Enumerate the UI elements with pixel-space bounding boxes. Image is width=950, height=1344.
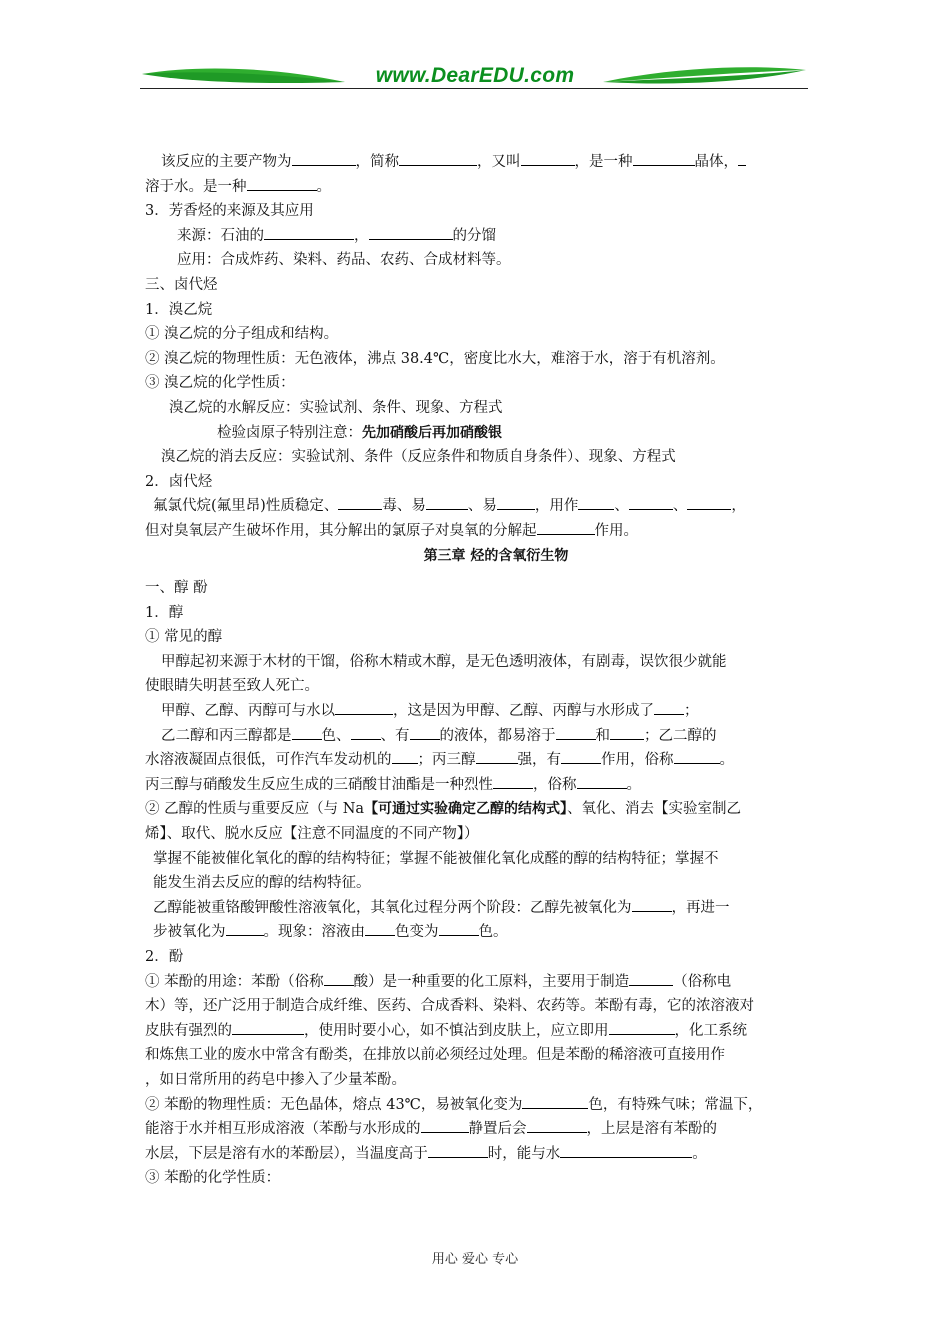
text-line: 水溶液凝固点很低，可作汽车发动机的 ；丙三醇 强，有 作用，俗称 。 (145, 748, 807, 773)
text-line: 该反应的主要产物为 ，简称 ，又叫 ，是一种 晶体， (145, 150, 807, 175)
text-line: 丙三醇与硝酸发生反应生成的三硝酸甘油酯是一种烈性 ，俗称 。 (145, 773, 807, 798)
text-line: 甲醇起初来源于木材的干馏，俗称木精或木醇，是无色透明液体，有剧毒，误饮很少就能 (161, 653, 727, 670)
section-heading: 2．卤代烃 (145, 473, 213, 490)
text-line: 使眼睛失明甚至致人死亡。 (145, 678, 319, 695)
text-line: 乙二醇和丙三醇都是 色、 、有 的液体，都易溶于 和 ；乙二醇的 (145, 724, 807, 749)
text-line: 步被氧化为 。现象：溶液由 色变为 色。 (145, 920, 807, 945)
text-line: 但对臭氧层产生破坏作用，其分解出的氯原子对臭氧的分解起 作用。 (145, 519, 807, 544)
section-heading: 一、醇 酚 (145, 580, 208, 597)
text-line: 乙醇能被重铬酸钾酸性溶液氧化，其氧化过程分两个阶段：乙醇先被氧化为 ，再进一 (145, 896, 807, 921)
text-line: ③ 溴乙烷的化学性质： (145, 375, 295, 392)
text-line: 甲醇、乙醇、丙醇可与水以 ，这是因为甲醇、乙醇、丙醇与水形成了 ； (145, 699, 807, 724)
text-line: 来源：石油的 ， 的分馏 (145, 224, 807, 249)
section-heading: 1．醇 (145, 604, 184, 621)
text-line: 烯】、取代、脱水反应【注意不同温度的不同产物】） (145, 826, 479, 843)
text-line: ，如日常所用的药皂中掺入了少量苯酚。 (145, 1071, 406, 1088)
text-line: 水层，下层是溶有水的苯酚层），当温度高于 时，能与水 。 (145, 1142, 807, 1167)
section-heading: 3．芳香烃的来源及其应用 (145, 203, 314, 220)
text-line: 皮肤有强烈的 ，使用时要小心，如不慎沾到皮肤上，应立即用 ，化工系统 (145, 1019, 807, 1044)
site-header (140, 60, 808, 94)
text-line: ③ 苯酚的化学性质： (145, 1170, 281, 1187)
emphasis-text: 先加硝酸后再加硝酸银 (362, 424, 502, 441)
text-line: 木）等，还广泛用于制造合成纤维、医药、合成香料、染料、农药等。苯酚有毒，它的浓溶液对 (145, 998, 754, 1015)
text-line: 和炼焦工业的废水中常含有酚类，在排放以前必须经过处理。但是苯酚的稀溶液可直接用作 (145, 1047, 725, 1064)
text-line: 溴乙烷的水解反应：实验试剂、条件、现象、方程式 (169, 399, 503, 416)
emphasis-text: 【可通过实验确定乙醇的结构式】 (364, 801, 568, 818)
text-line: ② 苯酚的物理性质：无色晶体，熔点 43℃，易被氧化变为 色，有特殊气味；常温下， (145, 1093, 807, 1118)
page-footer: 用心 爱心 专心 (431, 1252, 519, 1267)
text-line: ① 常见的醇 (145, 629, 223, 646)
text-line: 掌握不能被催化氧化的醇的结构特征；掌握不能被催化氧化成醛的醇的结构特征；掌握不 (153, 850, 719, 867)
section-heading: 1．溴乙烷 (145, 301, 213, 318)
text-line: 能发生消去反应的醇的结构特征。 (153, 875, 371, 892)
text-line: ① 苯酚的用途：苯酚（俗称 酸）是一种重要的化工原料，主要用于制造 （俗称电 (145, 970, 807, 995)
text-line: ② 乙醇的性质与重要反应（与 Na【可通过实验确定乙醇的结构式】、氧化、消去【实验室制乙 (145, 801, 742, 818)
header-rule (140, 88, 808, 89)
section-heading: 2．酚 (145, 949, 184, 965)
text-line: 溶于水。是一种 。 (145, 175, 807, 200)
text-line: 检验卤原子特别注意：先加硝酸后再加硝酸银 (217, 424, 502, 441)
site-logo-text[interactable]: www.DearEDU.com (375, 64, 575, 87)
text-line: 能溶于水并相互形成溶液（苯酚与水形成的 静置后会 ，上层是溶有苯酚的 (145, 1117, 807, 1142)
text-line: 氟氯代烷(氟里昂)性质稳定、 毒、易 、易 ，用作 、 、 ， (145, 494, 807, 519)
text-line: 溴乙烷的消去反应：实验试剂、条件（反应条件和物质自身条件）、现象、方程式 (161, 449, 676, 466)
text-line: ① 溴乙烷的分子组成和结构。 (145, 326, 339, 343)
text-line: ② 溴乙烷的物理性质：无色液体，沸点 38.4℃，密度比水大，难溶于水，溶于有机溶剂。 (145, 350, 725, 367)
section-heading: 三、卤代烃 (145, 276, 218, 293)
chapter-title: 第三章 烃的含氧衍生物 (423, 547, 569, 564)
document-body (145, 150, 807, 1191)
text-line: 应用：合成炸药、染料、药品、农药、合成材料等。 (177, 252, 511, 269)
